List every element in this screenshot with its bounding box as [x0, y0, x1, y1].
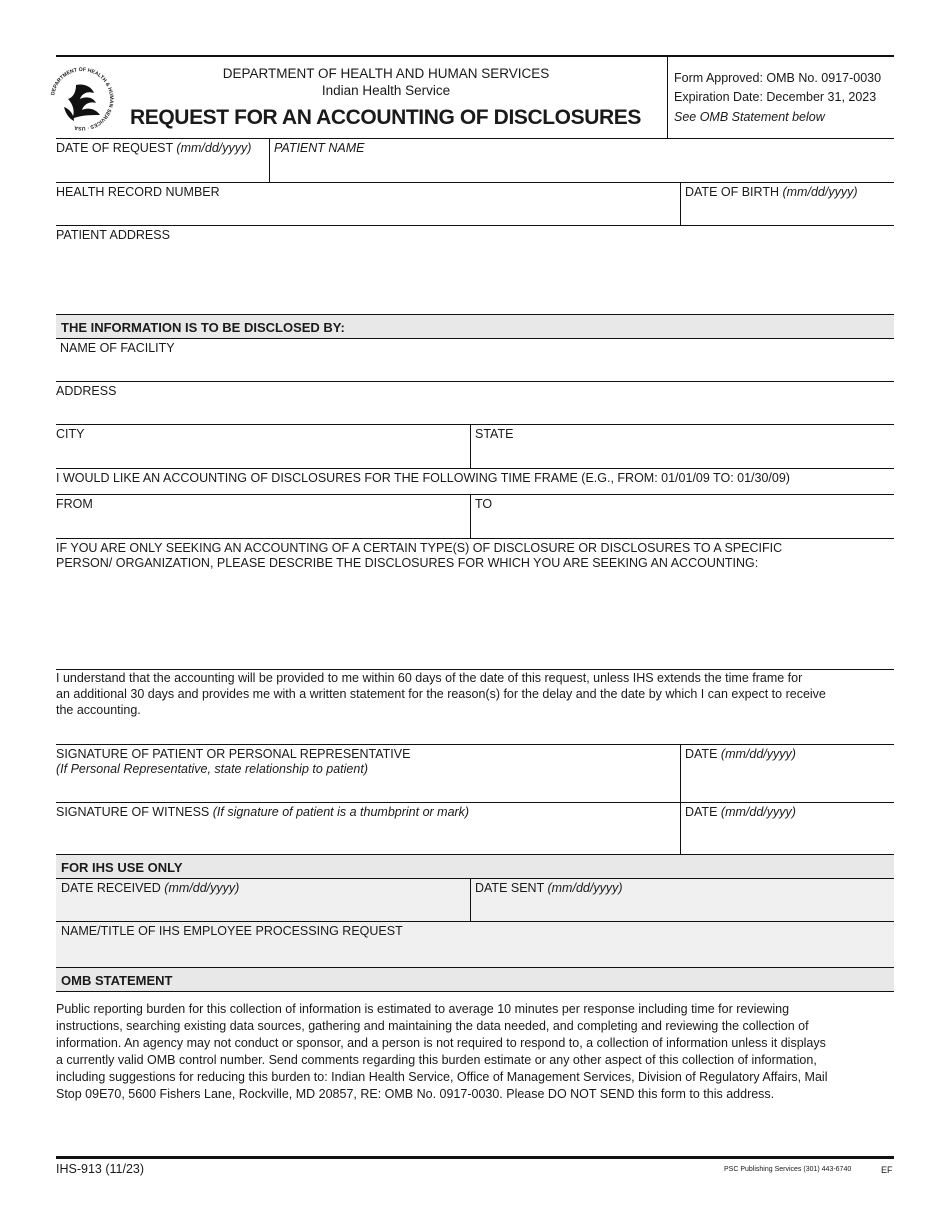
- health-record-number-label: HEALTH RECORD NUMBER: [56, 185, 220, 199]
- row-from-to: [56, 495, 894, 539]
- health-record-number-field[interactable]: [56, 183, 680, 225]
- date-received-label: [61, 881, 239, 896]
- date-text: DATE: [685, 747, 718, 761]
- patient-signature-note: (If Personal Representative, state relationship to patient): [56, 762, 368, 776]
- omb-line-4: a currently valid OMB control number. Send comments regarding this burden estimate or any other aspect of this collection of information,: [56, 1053, 817, 1067]
- date-format-hint: (mm/dd/yyyy): [720, 747, 796, 761]
- witness-signature-label: [56, 805, 469, 820]
- omb-line-6: Stop 09E70, 5600 Fishers Lane, Rockville, MD 20857, RE: OMB No. 0917-0030. Please DO NOT SEND this form to this address.: [56, 1087, 775, 1101]
- omb-expiration: Expiration Date: December 31, 2023: [674, 90, 877, 104]
- date-of-request-field[interactable]: [56, 139, 269, 182]
- date-received-text: DATE RECEIVED: [61, 881, 161, 895]
- date-format-hint: (mm/dd/yyyy): [782, 185, 858, 199]
- date-sent-text: DATE SENT: [475, 881, 544, 895]
- ef-mark: EF: [881, 1165, 893, 1175]
- patient-address-label: PATIENT ADDRESS: [56, 228, 170, 242]
- witness-signature-text: SIGNATURE OF WITNESS: [56, 805, 210, 819]
- department-name: DEPARTMENT OF HEALTH AND HUMAN SERVICES: [222, 66, 550, 81]
- omb-statement-body: [56, 1001, 894, 1103]
- describe-line-2: PERSON/ ORGANIZATION, PLEASE DESCRIBE THE DISCLOSURES FOR WHICH YOU ARE SEEKING AN ACCOUNTING:: [56, 556, 759, 570]
- request-form: [50, 55, 894, 1103]
- omb-line-2: instructions, searching existing data sources, gathering and maintaining the data needed, and completing and reviewing the collection of: [56, 1019, 809, 1033]
- omb-line-1: Public reporting burden for this collection of information is estimated to average 10 minutes per response including time for reviewing: [56, 1002, 790, 1016]
- row-patient-signature: [56, 744, 894, 803]
- date-of-request-text: DATE OF REQUEST: [56, 141, 173, 155]
- hhs-eagle-logo-icon: [46, 63, 118, 135]
- patient-address-field[interactable]: [56, 226, 894, 314]
- omb-info-box: [667, 57, 895, 138]
- disclosure-description-label: [56, 541, 782, 571]
- ihs-use-heading: FOR IHS USE ONLY: [56, 854, 894, 879]
- omb-statement-heading: OMB STATEMENT: [56, 967, 894, 992]
- date-format-hint: (mm/dd/yyyy): [176, 141, 252, 155]
- witness-signature-date-field[interactable]: [680, 803, 894, 854]
- row-received-sent: [56, 879, 894, 922]
- omb-line-3: information. An agency may not conduct or sponsor, and a person is not required to respond to, a collection of information unless it displays: [56, 1036, 826, 1050]
- date-sent-field[interactable]: [470, 879, 894, 921]
- disclosed-by-heading: THE INFORMATION IS TO BE DISCLOSED BY:: [56, 314, 894, 339]
- witness-signature-date-label: [685, 805, 796, 820]
- date-format-hint: (mm/dd/yyyy): [164, 881, 240, 895]
- facility-name-label: NAME OF FACILITY: [60, 341, 175, 355]
- publisher-credit: PSC Publishing Services (301) 443-6740: [724, 1166, 852, 1173]
- date-format-hint: (mm/dd/yyyy): [720, 805, 796, 819]
- state-field[interactable]: [470, 425, 894, 468]
- date-format-hint: (mm/dd/yyyy): [547, 881, 623, 895]
- facility-address-label: ADDRESS: [56, 384, 117, 398]
- row-record-dob: [56, 183, 894, 226]
- timeframe-label: I WOULD LIKE AN ACCOUNTING OF DISCLOSURES FOR THE FOLLOWING TIME FRAME (E.G., FROM: 01/01/09 TO: 01/30/09): [56, 471, 790, 485]
- timeframe-row: [56, 469, 894, 495]
- row-city-state: [56, 425, 894, 469]
- date-of-birth-label: [685, 185, 857, 200]
- facility-address-field[interactable]: [56, 382, 894, 425]
- row-witness-signature: [56, 803, 894, 854]
- agency-name: Indian Health Service: [321, 83, 451, 98]
- understand-line-1: I understand that the accounting will be provided to me within 60 days of the date of this request, unless IHS extends the time frame for: [56, 671, 803, 685]
- date-received-field[interactable]: [56, 879, 470, 921]
- patient-signature-label: [56, 747, 410, 777]
- from-field[interactable]: [56, 495, 470, 538]
- understand-paragraph: [56, 670, 894, 744]
- understand-line-3: the accounting.: [56, 703, 141, 717]
- date-of-birth-text: DATE OF BIRTH: [685, 185, 779, 199]
- date-sent-label: [475, 881, 622, 896]
- describe-line-1: IF YOU ARE ONLY SEEKING AN ACCOUNTING OF A CERTAIN TYPE(S) OF DISCLOSURE OR DISCLOSURES TO A SPECIFIC: [56, 541, 783, 555]
- patient-signature-field[interactable]: [56, 745, 680, 802]
- witness-signature-note: (If signature of patient is a thumbprint or mark): [212, 805, 470, 819]
- patient-name-field[interactable]: [269, 139, 894, 182]
- city-label: CITY: [56, 427, 85, 441]
- state-label: STATE: [475, 427, 514, 441]
- ihs-employee-field[interactable]: [56, 922, 894, 967]
- row-request-patient: [56, 139, 894, 183]
- form-number: IHS-913 (11/23): [56, 1162, 145, 1176]
- patient-name-label: PATIENT NAME: [274, 141, 365, 155]
- omb-see-statement: See OMB Statement below: [674, 110, 825, 124]
- understand-line-2: an additional 30 days and provides me with a written statement for the reason(s) for the delay and the date by which I can expect to receive: [56, 687, 826, 701]
- form-title: REQUEST FOR AN ACCOUNTING OF DISCLOSURES: [130, 106, 641, 129]
- date-of-request-label: [56, 141, 251, 156]
- date-text: DATE: [685, 805, 718, 819]
- patient-signature-text: SIGNATURE OF PATIENT OR PERSONAL REPRESENTATIVE: [56, 747, 411, 761]
- omb-line-5: including suggestions for reducing this burden to: Indian Health Service, Office of Management Services, Division of Regulatory Affairs, Mail: [56, 1070, 828, 1084]
- logo-ring-text: DEPARTMENT OF HEALTH & HUMAN SERVICES · USA: [50, 66, 115, 132]
- footer-rule: [56, 1156, 894, 1159]
- ihs-employee-label: NAME/TITLE OF IHS EMPLOYEE PROCESSING REQUEST: [61, 924, 403, 938]
- to-field[interactable]: [470, 495, 894, 538]
- patient-signature-date-field[interactable]: [680, 745, 894, 802]
- form-header: [50, 55, 894, 139]
- date-of-birth-field[interactable]: [680, 183, 894, 225]
- department-block: [216, 65, 556, 99]
- city-field[interactable]: [56, 425, 470, 468]
- from-label: FROM: [56, 497, 93, 511]
- patient-signature-date-label: [685, 747, 796, 762]
- disclosure-description-field[interactable]: [56, 539, 894, 670]
- witness-signature-field[interactable]: [56, 803, 680, 854]
- to-label: TO: [475, 497, 493, 511]
- facility-name-field[interactable]: [56, 339, 894, 382]
- omb-approved: Form Approved: OMB No. 0917-0030: [674, 71, 882, 85]
